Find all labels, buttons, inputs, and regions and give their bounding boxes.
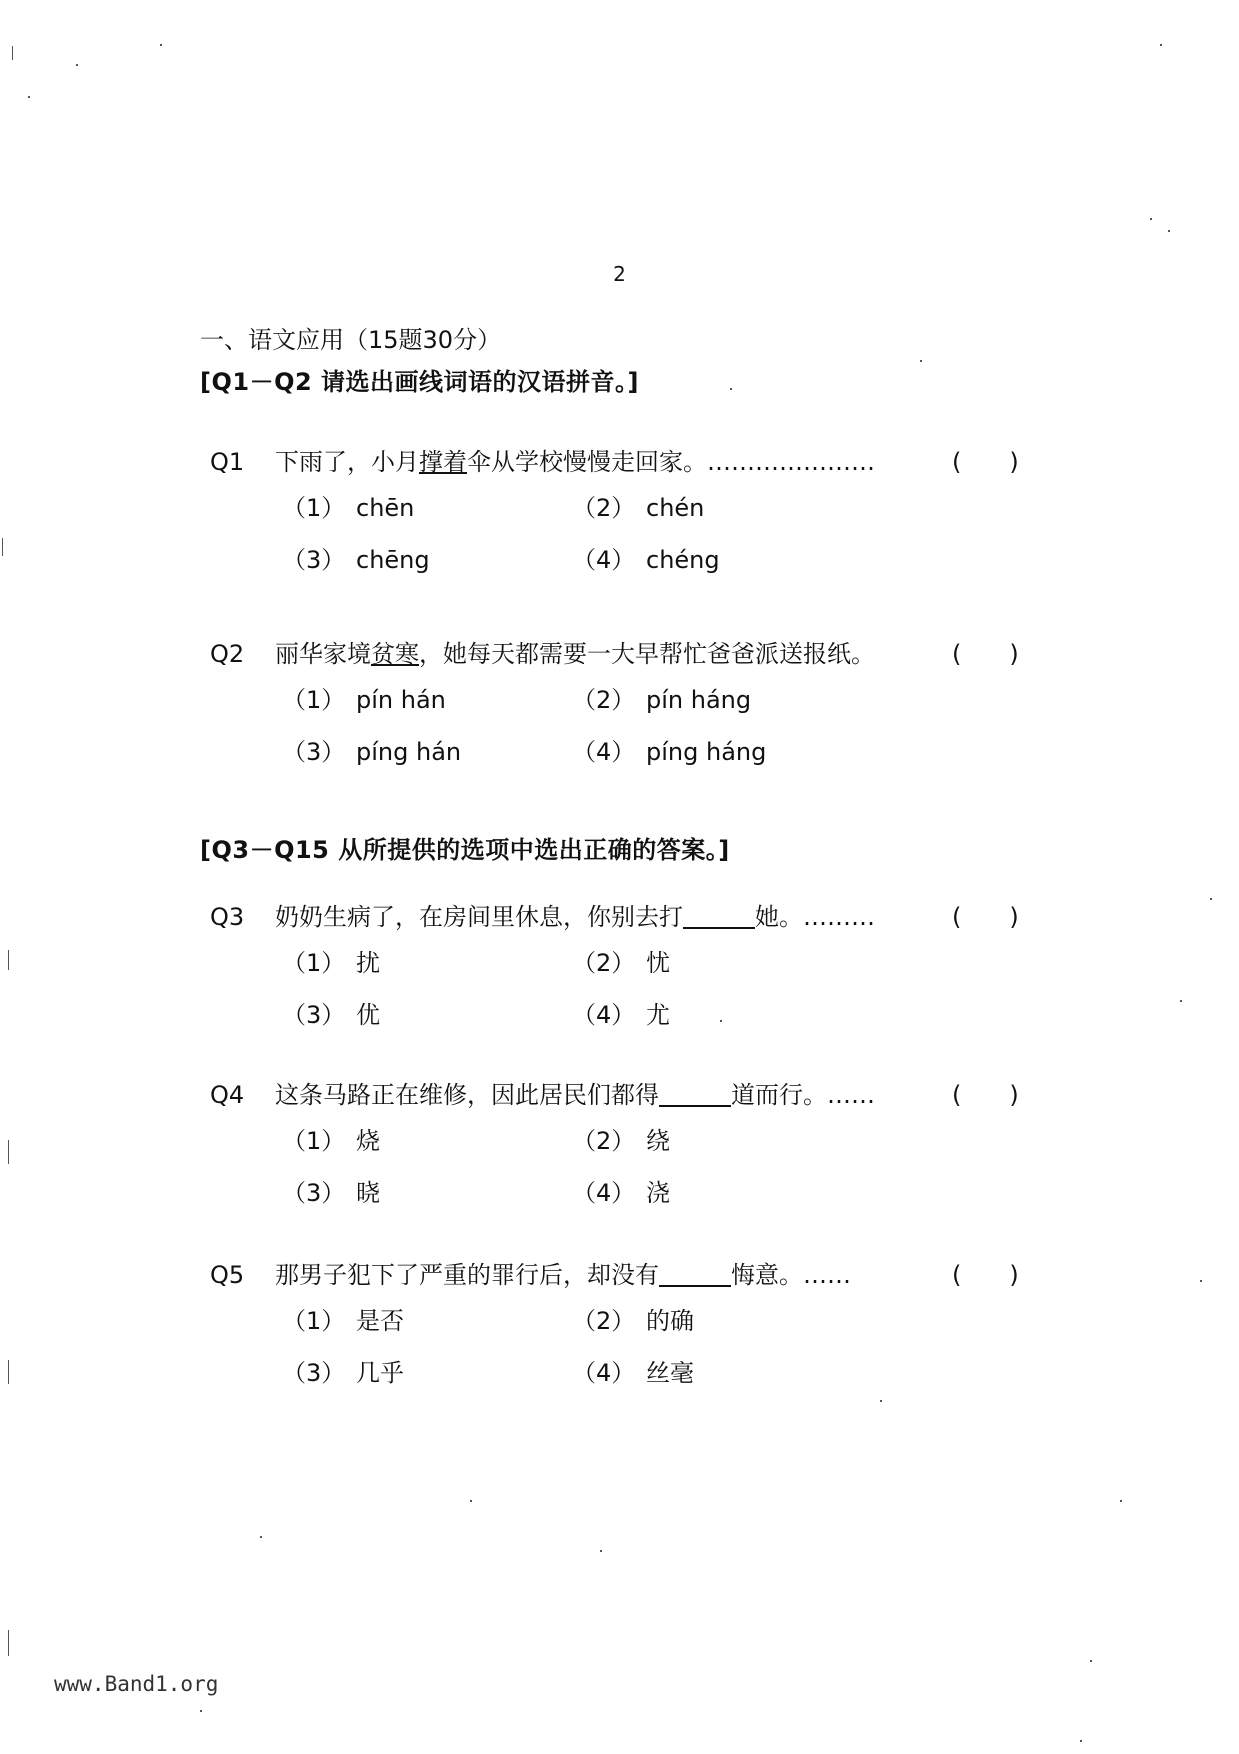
question-text: 这条马路正在维修，因此居民们都得 道而行。……	[275, 1081, 875, 1109]
question-number: Q3	[210, 903, 245, 931]
option-1[interactable]: （1） 烧	[282, 1127, 380, 1155]
option-4[interactable]: （4） chéng	[572, 546, 720, 574]
question-q2	[210, 634, 1040, 778]
answer-bracket[interactable]: ( )	[952, 1261, 1019, 1289]
page-number: 2	[613, 262, 626, 286]
instruction-q1-q2: [Q1－Q2 请选出画线词语的汉语拼音。]	[200, 368, 639, 396]
instruction-q3-q15: [Q3－Q15 从所提供的选项中选出正确的答案。]	[200, 836, 730, 864]
option-4[interactable]: （4） píng háng	[572, 738, 767, 766]
option-2[interactable]: （2） 忧	[572, 949, 670, 977]
question-number: Q1	[210, 448, 245, 476]
blank	[659, 1261, 731, 1289]
underlined-word: 贫寒	[371, 640, 419, 668]
option-3[interactable]: （3） 晓	[282, 1179, 380, 1207]
option-2[interactable]: （2） 的确	[572, 1307, 694, 1335]
question-q3	[210, 897, 1040, 1041]
question-stem	[210, 442, 1040, 482]
underlined-word: 撑着	[419, 448, 467, 476]
options-row	[210, 674, 1040, 726]
question-q1	[210, 442, 1040, 586]
option-3[interactable]: （3） píng hán	[282, 738, 462, 766]
options-row	[210, 989, 1040, 1041]
option-4[interactable]: （4） 浇	[572, 1179, 670, 1207]
question-number: Q4	[210, 1081, 245, 1109]
question-q5	[210, 1255, 1040, 1399]
options-row	[210, 1167, 1040, 1219]
options-row	[210, 1347, 1040, 1399]
question-q4	[210, 1075, 1040, 1219]
options-row	[210, 937, 1040, 989]
option-1[interactable]: （1） 是否	[282, 1307, 404, 1335]
option-3[interactable]: （3） 优	[282, 1001, 380, 1029]
option-3[interactable]: （3） 几乎	[282, 1359, 404, 1387]
option-2[interactable]: （2） pín háng	[572, 686, 752, 714]
option-3[interactable]: （3） chēng	[282, 546, 430, 574]
question-stem	[210, 1075, 1040, 1115]
question-number: Q2	[210, 640, 245, 668]
option-1[interactable]: （1） 扰	[282, 949, 380, 977]
option-2[interactable]: （2） 绕	[572, 1127, 670, 1155]
answer-bracket[interactable]: ( )	[952, 640, 1019, 668]
option-1[interactable]: （1） chēn	[282, 494, 415, 522]
options-row	[210, 482, 1040, 534]
options-row	[210, 1295, 1040, 1347]
question-stem	[210, 897, 1040, 937]
answer-bracket[interactable]: ( )	[952, 448, 1019, 476]
question-number: Q5	[210, 1261, 245, 1289]
blank	[659, 1081, 731, 1109]
question-stem	[210, 1255, 1040, 1295]
option-2[interactable]: （2） chén	[572, 494, 705, 522]
answer-bracket[interactable]: ( )	[952, 1081, 1019, 1109]
question-text: 奶奶生病了，在房间里休息，你别去打 她。………	[275, 903, 875, 931]
options-row	[210, 534, 1040, 586]
footer-watermark: www.Band1.org	[54, 1672, 219, 1696]
options-row	[210, 726, 1040, 778]
options-row	[210, 1115, 1040, 1167]
question-text: 下雨了，小月撑着伞从学校慢慢走回家。…………………	[275, 448, 875, 476]
question-text: 那男子犯下了严重的罪行后，却没有 悔意。……	[275, 1261, 851, 1289]
blank	[683, 903, 755, 931]
question-stem	[210, 634, 1040, 674]
option-4[interactable]: （4） 尤	[572, 1001, 670, 1029]
answer-bracket[interactable]: ( )	[952, 903, 1019, 931]
option-1[interactable]: （1） pín hán	[282, 686, 446, 714]
section-title: 一、语文应用（15题30分）	[200, 326, 502, 354]
option-4[interactable]: （4） 丝毫	[572, 1359, 694, 1387]
question-text: 丽华家境贫寒，她每天都需要一大早帮忙爸爸派送报纸。	[275, 640, 875, 668]
